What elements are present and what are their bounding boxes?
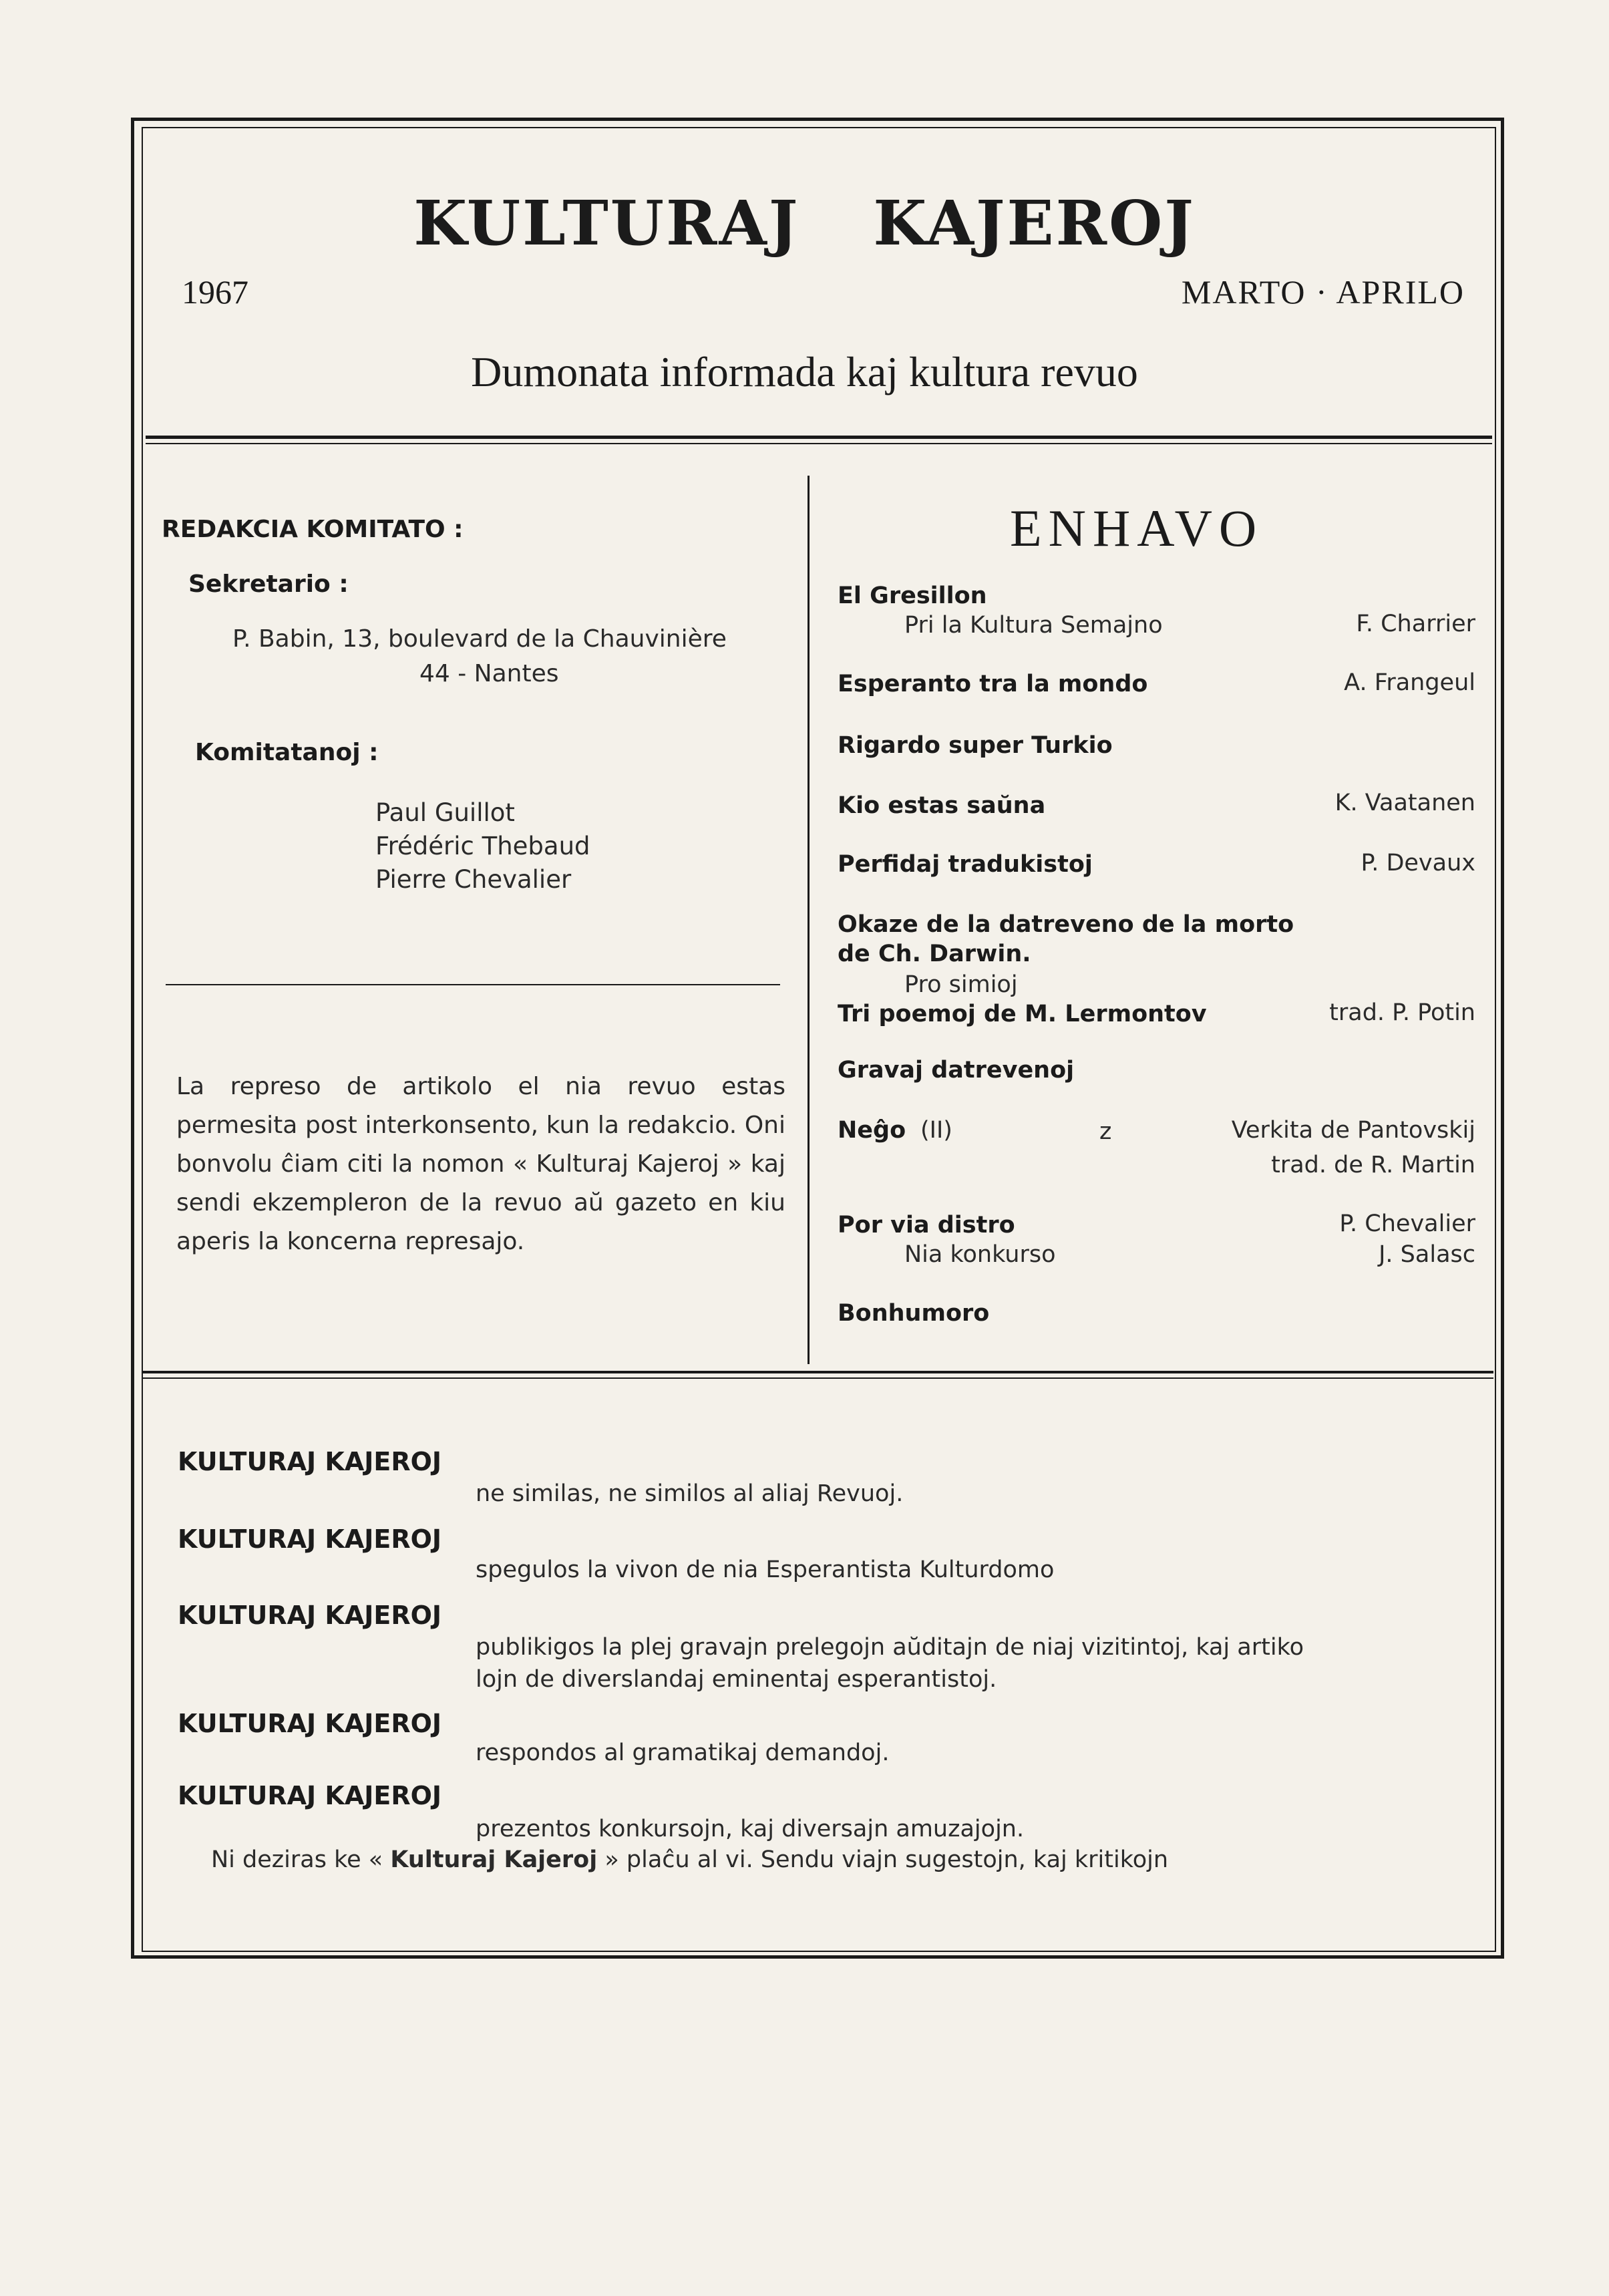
toc-title-continued: de Ch. Darwin. [838, 941, 1031, 967]
secretary-label: Sekretario : [188, 570, 349, 598]
promo-text: ne similas, ne similos al aliaj Revuoj. [476, 1480, 904, 1507]
committee-member: Pierre Chevalier [375, 865, 572, 894]
masthead-title [0, 187, 1609, 259]
toc-author: A. Frangeul [1344, 669, 1475, 696]
reprint-notice: La represo de artikolo el nia revuo estas permesita post interkonsento, kun la redakcio. Oni bonvolu ĉiam citi la nomon « Kulturaj Kajeroj » kaj sendi ekzempleron de la revuo aŭ gazeto en kiu aperis la koncerna represajo. [176, 1073, 785, 1255]
toc-title: Neĝo [838, 1117, 906, 1144]
section-divider [142, 1371, 1493, 1373]
promo-text: respondos al gramatikaj demandoj. [476, 1740, 890, 1766]
promo-closing-name: Kulturaj Kajeroj [390, 1846, 598, 1873]
toc-title: Por via distro [838, 1212, 1015, 1239]
committee-heading: REDAKCIA KOMITATO : [162, 516, 464, 543]
toc-author: K. Vaatanen [1334, 790, 1475, 816]
toc-author: trad. P. Potin [1329, 999, 1475, 1026]
toc-author: F. Charrier [1356, 611, 1475, 637]
members-label: Komitatanoj : [195, 739, 379, 766]
masthead-subtitle: Dumonata informada kaj kultura revuo [471, 348, 1138, 395]
toc-subtitle: Pri la Kultura Semajno [904, 612, 1163, 639]
promo-text: publikigos la plej gravajn prelegojn aŭditajn de niaj vizitintoj, kaj artiko [476, 1634, 1304, 1661]
column-divider [808, 476, 810, 1364]
issue-year: 1967 [182, 273, 248, 311]
header-divider [146, 436, 1492, 439]
toc-title: El Gresillon [838, 583, 987, 609]
promo-label: KULTURAJ KAJEROJ [178, 1781, 442, 1810]
toc-title: Rigardo super Turkio [838, 732, 1113, 759]
toc-title: Esperanto tra la mondo [838, 671, 1148, 697]
promo-closing [211, 1846, 1168, 1873]
toc-subtitle: Pro simioj [904, 971, 1018, 998]
section-divider-thin [142, 1377, 1493, 1379]
toc-title: Okaze de la datreveno de la morto [838, 911, 1294, 938]
toc-title: Bonhumoro [838, 1300, 990, 1327]
toc-title: Perfidaj tradukistoj [838, 851, 1093, 878]
promo-label: KULTURAJ KAJEROJ [178, 1524, 442, 1554]
toc-subtitle: Nia konkurso [904, 1241, 1056, 1268]
promo-text: prezentos konkursojn, kaj diversajn amuzajojn. [476, 1816, 1025, 1842]
toc-title: Kio estas saŭna [838, 792, 1046, 819]
toc-author: J. Salasc [1379, 1241, 1475, 1268]
promo-label: KULTURAJ KAJEROJ [178, 1601, 442, 1630]
promo-closing-suffix: » plaĉu al vi. Sendu viajn sugestojn, kaj kritikojn [604, 1846, 1169, 1873]
masthead-word: KULTURAJ [413, 187, 800, 259]
committee-member: Paul Guillot [375, 798, 515, 827]
toc-author: trad. de R. Martin [1271, 1152, 1475, 1178]
committee-member: Frédéric Thebaud [375, 832, 590, 860]
toc-title-suffix: (II) [920, 1117, 952, 1144]
contents-heading: ENHAVO [1010, 499, 1264, 557]
masthead-word: KAJEROJ [873, 187, 1196, 259]
promo-text: spegulos la vivon de nia Esperantista Kulturdomo [476, 1556, 1055, 1583]
promo-label: KULTURAJ KAJEROJ [178, 1447, 442, 1476]
issue-period: MARTO · APRILO [1181, 273, 1465, 311]
toc-title: Gravaj datrevenoj [838, 1057, 1075, 1084]
toc-author: P. Chevalier [1339, 1210, 1475, 1237]
secretary-address: P. Babin, 13, boulevard de la Chauvinière [232, 625, 727, 653]
left-column-rule [166, 984, 780, 985]
toc-author: Verkita de Pantovskij [1231, 1117, 1475, 1144]
toc-title: Tri poemoj de M. Lermontov [838, 1001, 1207, 1027]
toc-separator: z [1099, 1118, 1112, 1145]
promo-text-continued: lojn de diverslandaj eminentaj esperantistoj. [476, 1666, 997, 1693]
promo-closing-prefix: Ni deziras ke « [211, 1846, 383, 1873]
secretary-city: 44 - Nantes [419, 660, 559, 687]
toc-author: P. Devaux [1361, 850, 1475, 876]
promo-label: KULTURAJ KAJEROJ [178, 1709, 442, 1738]
header-divider-thin [146, 443, 1492, 444]
